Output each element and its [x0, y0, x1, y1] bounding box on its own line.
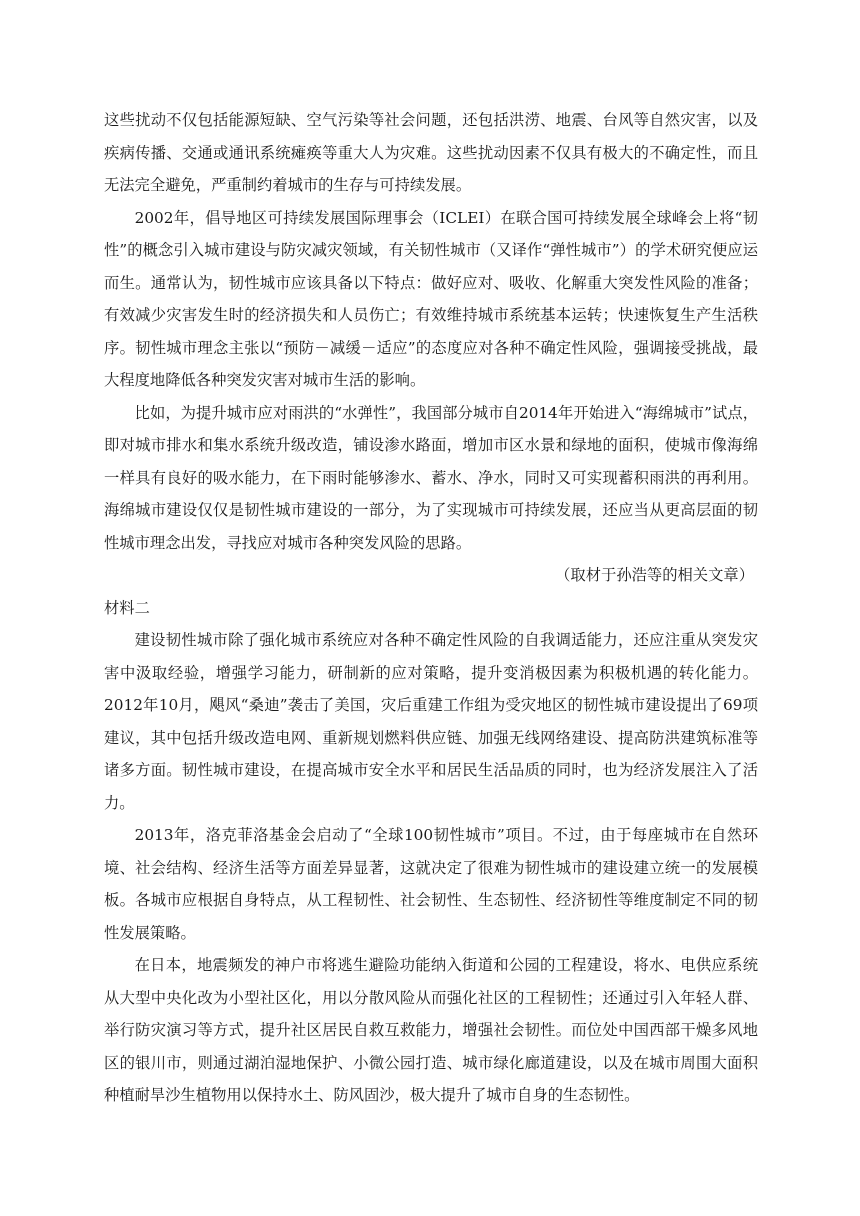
- paragraph-5: 2013年，洛克菲洛基金会启动了“全球100韧性城市”项目。不过，由于每座城市在自然环境、社会结构、经济生活等方面差异显著，这就决定了很难为韧性城市的建设建立统一的发展模板。各城市应根据自身特点，从工程韧性、社会韧性、生态韧性、经济韧性等维度制定不同的韧性发展策略。: [104, 826, 758, 942]
- source-citation: （取材于孙浩等的相关文章）: [555, 566, 754, 584]
- paragraph-6: 在日本，地震频发的神户市将逃生避险功能纳入街道和公园的工程建设，将水、电供应系统从大型中央化改为小型社区化，用以分散风险从而强化社区的工程韧性；还通过引入年轻人群、举行防灾演习等方式，提升社区居民自救互救能力，增强社会韧性。而位处中国西部干燥多风地区的银川市，则通过湖泊湿地保护、小微公园打造、城市绿化廊道建设，以及在城市周围大面积种植耐旱沙生植物用以保持水土、防风固沙，极大提升了城市自身的生态韧性。: [104, 956, 758, 1104]
- paragraph-1: 这些扰动不仅包括能源短缺、空气污染等社会问题，还包括洪涝、地震、台风等自然灾害，以及疾病传播、交通或通讯系统瘫痪等重大人为灾难。这些扰动因素不仅具有极大的不确定性，而且无法完全避免，严重制约着城市的生存与可持续发展。: [104, 111, 758, 194]
- document-page: [104, 104, 758, 1112]
- paragraph-4: 建设韧性城市除了强化城市系统应对各种不确定性风险的自我调适能力，还应注重从突发灾害中汲取经验，增强学习能力，研制新的应对策略，提升变消极因素为积极机遇的转化能力。2012年10月，飓风“桑迪”袭击了美国，灾后重建工作组为受灾地区的韧性城市建设提出了69项建议，其中包括升级改造电网、重新规划燃料供应链、加强无线网络建设、提高防洪建筑标准等诸多方面。韧性城市建设，在提高城市安全水平和居民生活品质的同时，也为经济发展注入了活力。: [104, 631, 758, 812]
- section-heading-material-2: 材料二: [104, 598, 150, 617]
- paragraph-2: 2002年，倡导地区可持续发展国际理事会（ICLEI）在联合国可持续发展全球峰会上将“韧性”的概念引入城市建设与防灾减灾领域，有关韧性城市（又译作“弹性城市”）的学术研究便应运而生。通常认为，韧性城市应该具备以下特点：做好应对、吸收、化解重大突发性风险的准备；有效减少灾害发生时的经济损失和人员伤亡；有效维持城市系统基本运转；快速恢复生产生活秩序。韧性城市理念主张以“预防－减缓－适应”的态度应对各种不确定性风险，强调接受挑战，最大程度地降低各种突发灾害对城市生活的影响。: [104, 208, 758, 389]
- paragraph-3: 比如，为提升城市应对雨洪的“水弹性”，我国部分城市自2014年开始进入“海绵城市”试点，即对城市排水和集水系统升级改造，铺设渗水路面，增加市区水景和绿地的面积，使城市像海绵一样具有良好的吸水能力，在下雨时能够渗水、蓄水、净水，同时又可实现蓄积雨洪的再利用。海绵城市建设仅仅是韧性城市建设的一部分，为了实现城市可持续发展，还应当从更高层面的韧性城市理念出发，寻找应对城市各种突发风险的思路。: [104, 403, 758, 552]
